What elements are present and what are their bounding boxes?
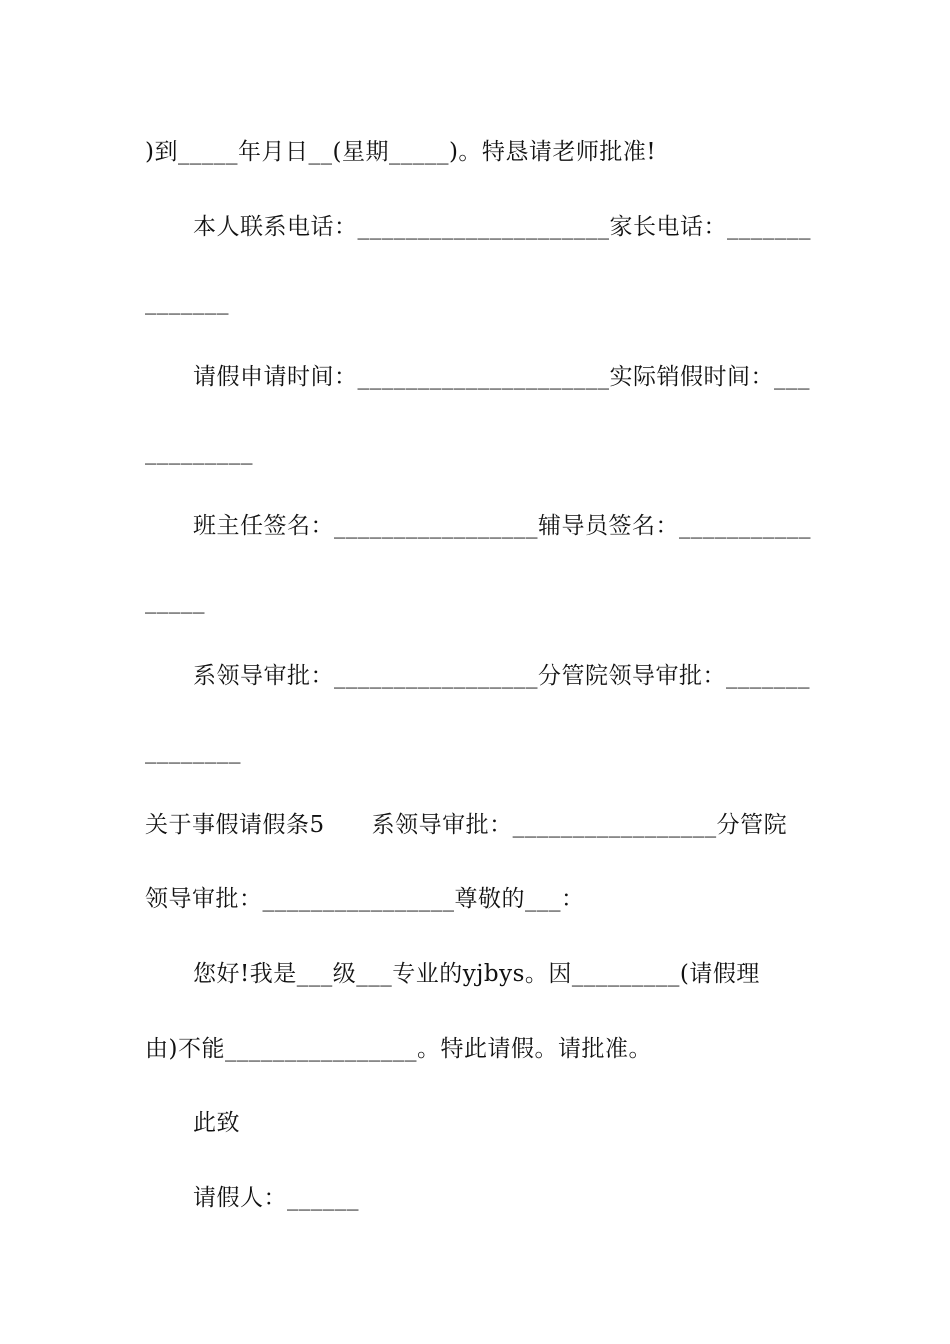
text-line-signatures: 班主任签名：_________________辅导员签名：___________ xyxy=(193,513,811,539)
text-line-phone: 本人联系电话：_____________________家长电话：_______ xyxy=(193,214,811,240)
text-line-salutation: 领导审批：________________尊敬的___： xyxy=(145,886,585,912)
text-line-phone-cont: _______ xyxy=(145,289,229,315)
text-line-signatures-cont: _____ xyxy=(145,588,205,614)
text-line-applicant: 请假人：______ xyxy=(193,1185,359,1211)
text-line-body-cont: 由)不能________________。特此请假。请批准。 xyxy=(145,1036,652,1062)
text-line-leave-time-cont: _________ xyxy=(145,439,253,465)
text-line-approval-cont: ________ xyxy=(145,738,241,764)
text-line-leave-time: 请假申请时间：_____________________实际销假时间：___ xyxy=(193,364,810,390)
text-line-body: 您好!我是___级___专业的yjbys。因_________(请假理 xyxy=(193,961,760,987)
text-line-closing: 此致 xyxy=(193,1110,240,1136)
text-line-approval: 系领导审批：_________________分管院领导审批：_______ xyxy=(193,663,810,689)
text-line-date-range: )到_____年月日__(星期_____)。特恳请老师批准! xyxy=(145,139,657,165)
text-line-section-title: 关于事假请假条5 系领导审批：_________________分管院 xyxy=(145,812,788,838)
